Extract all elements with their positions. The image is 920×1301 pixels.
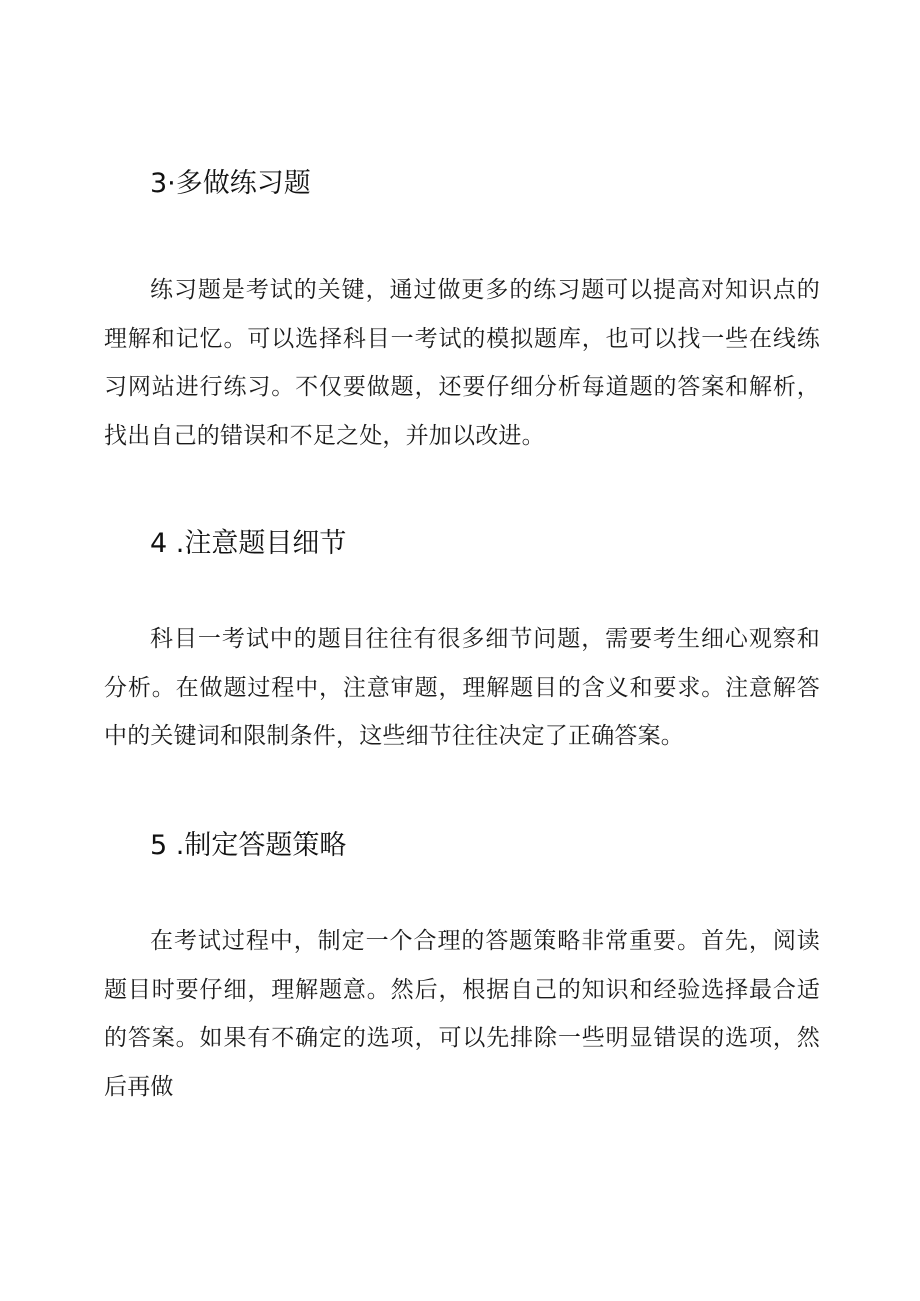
section-paragraph-details: 科目一考试中的题目往往有很多细节问题，需要考生细心观察和分析。在做题过程中，注意审题，理解题目的含义和要求。注意解答中的关键词和限制条件，这些细节往往决定了正确答案。 [104,626,820,749]
section-heading-practice: 3·多做练习题 [150,168,311,199]
section-heading-strategy: 5 .制定答题策略 [150,830,347,861]
section-paragraph-strategy: 在考试过程中，制定一个合理的答题策略非常重要。首先，阅读题目时要仔细，理解题意。然后，根据自己的知识和经验选择最合适的答案。如果有不确定的选项，可以先排除一些明显错误的选项，然后再做 [104,928,820,1100]
section-paragraph-practice: 练习题是考试的关键，通过做更多的练习题可以提高对知识点的理解和记忆。可以选择科目一考试的模拟题库，也可以找一些在线练习网站进行练习。不仅要做题，还要仔细分析每道题的答案和解析，找出自己的错误和不足之处，并加以改进。 [104,277,820,449]
section-heading-details: 4 .注意题目细节 [150,528,347,559]
